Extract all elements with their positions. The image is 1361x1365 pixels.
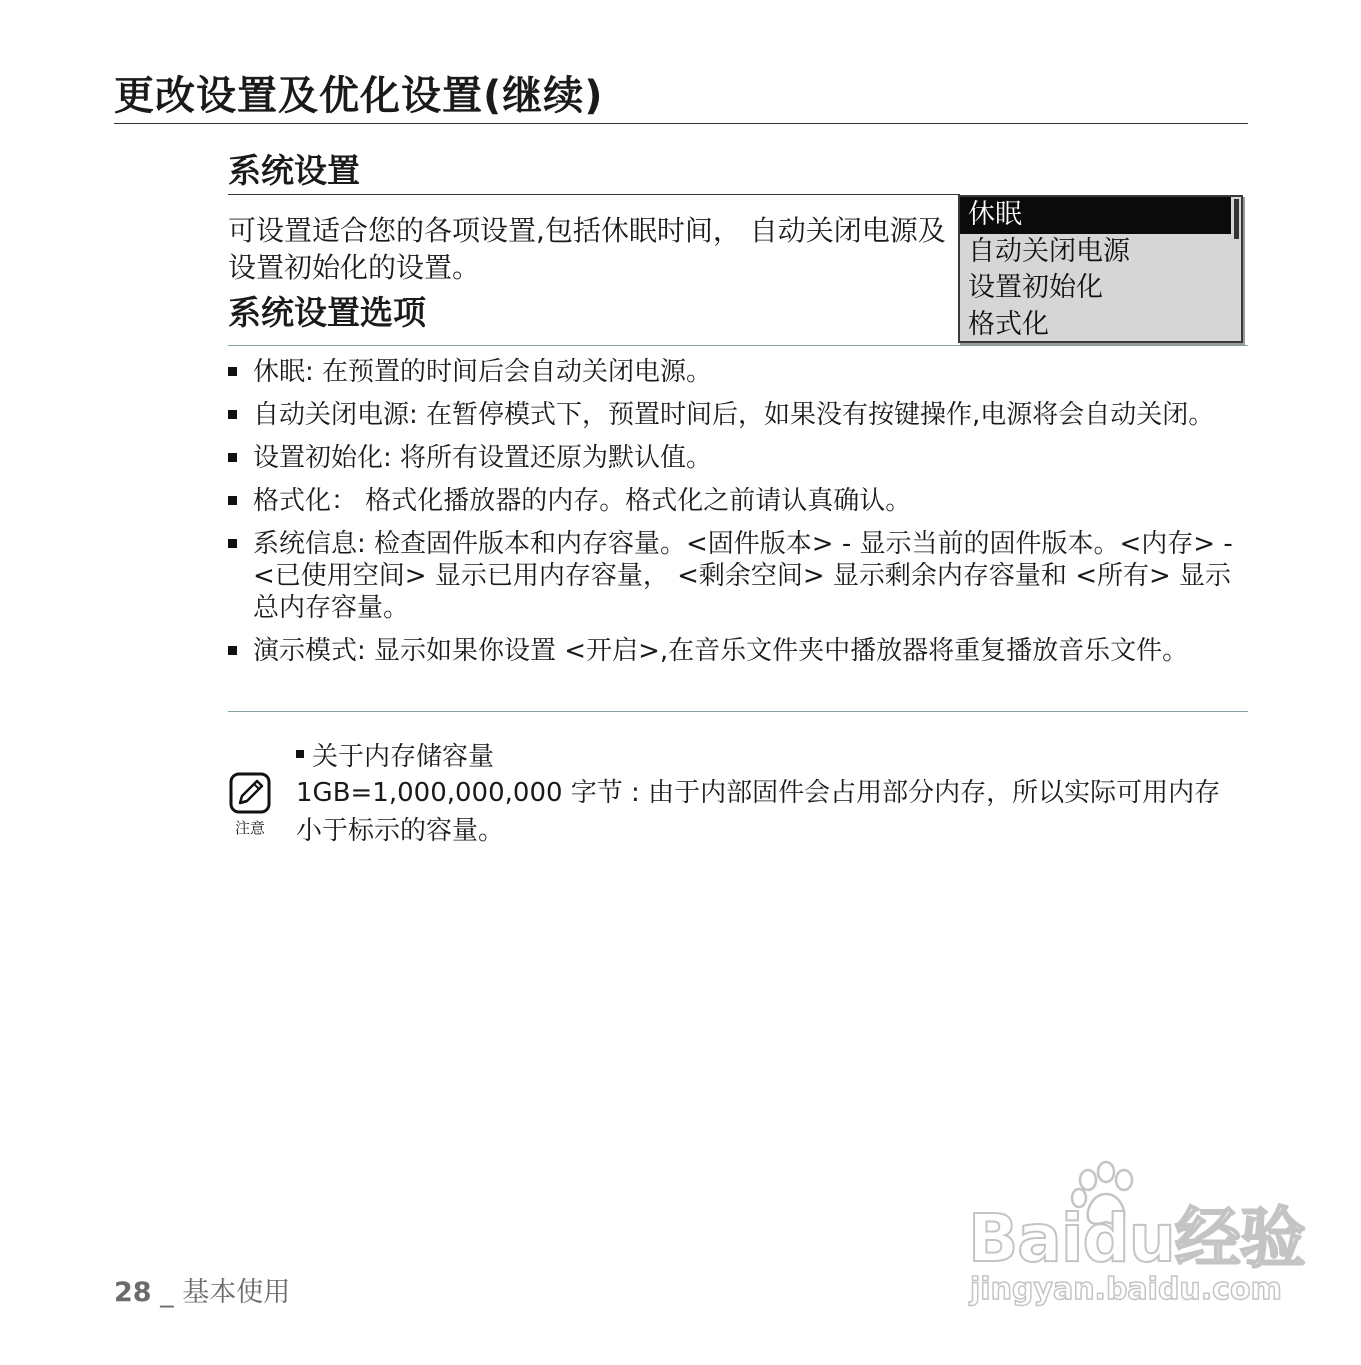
watermark <box>962 1160 1305 1320</box>
options-divider <box>228 345 1248 346</box>
section-intro: 可设置适合您的各项设置,包括休眠时间， 自动关闭电源及设置初始化的设置。 <box>228 214 946 284</box>
menu-item-auto-power-off[interactable]: 自动关闭电源 <box>968 235 1130 267</box>
options-list <box>228 356 1238 678</box>
list-item: 设置初始化: 将所有设置还原为默认值。 <box>228 442 1238 474</box>
list-item: 演示模式: 显示如果你设置 <开启>,在音乐文件夹中播放器将重复播放音乐文件。 <box>228 635 1238 667</box>
menu-scrollbar <box>1234 199 1239 239</box>
page-footer <box>114 1276 290 1310</box>
section-divider <box>228 194 960 195</box>
bullet-square-icon <box>296 750 304 758</box>
watermark-url: jingyan.baidu.com <box>970 1272 1282 1307</box>
note-pencil-icon <box>228 771 272 815</box>
list-divider <box>228 711 1248 712</box>
menu-item-sleep[interactable]: 休眠 <box>960 197 1231 234</box>
page-number: 28 <box>114 1277 152 1308</box>
list-item: 系统信息: 检查固件版本和内存容量。<固件版本> - 显示当前的固件版本。<内存> - <已使用空间> 显示已用内存容量， <剩余空间> 显示剩余内存容量和 <所有> 显示总内存容量。 <box>228 528 1238 624</box>
list-item: 自动关闭电源: 在暂停模式下，预置时间后，如果没有按键操作,电源将会自动关闭。 <box>228 399 1238 431</box>
title-divider <box>114 123 1248 124</box>
device-menu-screen <box>958 195 1243 343</box>
list-item: 格式化： 格式化播放器的内存。格式化之前请认真确认。 <box>228 485 1238 517</box>
section-title: 系统设置 <box>228 151 360 190</box>
footer-separator: _ <box>160 1277 174 1308</box>
note-label: 注意 <box>234 819 265 837</box>
note-heading <box>296 740 494 774</box>
watermark-brand: Baidu经验 <box>968 1200 1305 1277</box>
note-body: 1GB=1,000,000,000 字节 : 由于内部固件会占用部分内存，所以实际可用内存小于标示的容量。 <box>296 778 1221 846</box>
note-heading-text: 关于内存储容量 <box>312 742 495 772</box>
menu-item-default-set[interactable]: 设置初始化 <box>968 272 1103 303</box>
menu-item-format[interactable]: 格式化 <box>968 308 1049 340</box>
page-title: 更改设置及优化设置(继续) <box>114 73 604 119</box>
list-item: 休眠: 在预置的时间后会自动关闭电源。 <box>228 356 1238 388</box>
options-title: 系统设置选项 <box>228 293 426 332</box>
footer-section-name: 基本使用 <box>182 1277 291 1308</box>
